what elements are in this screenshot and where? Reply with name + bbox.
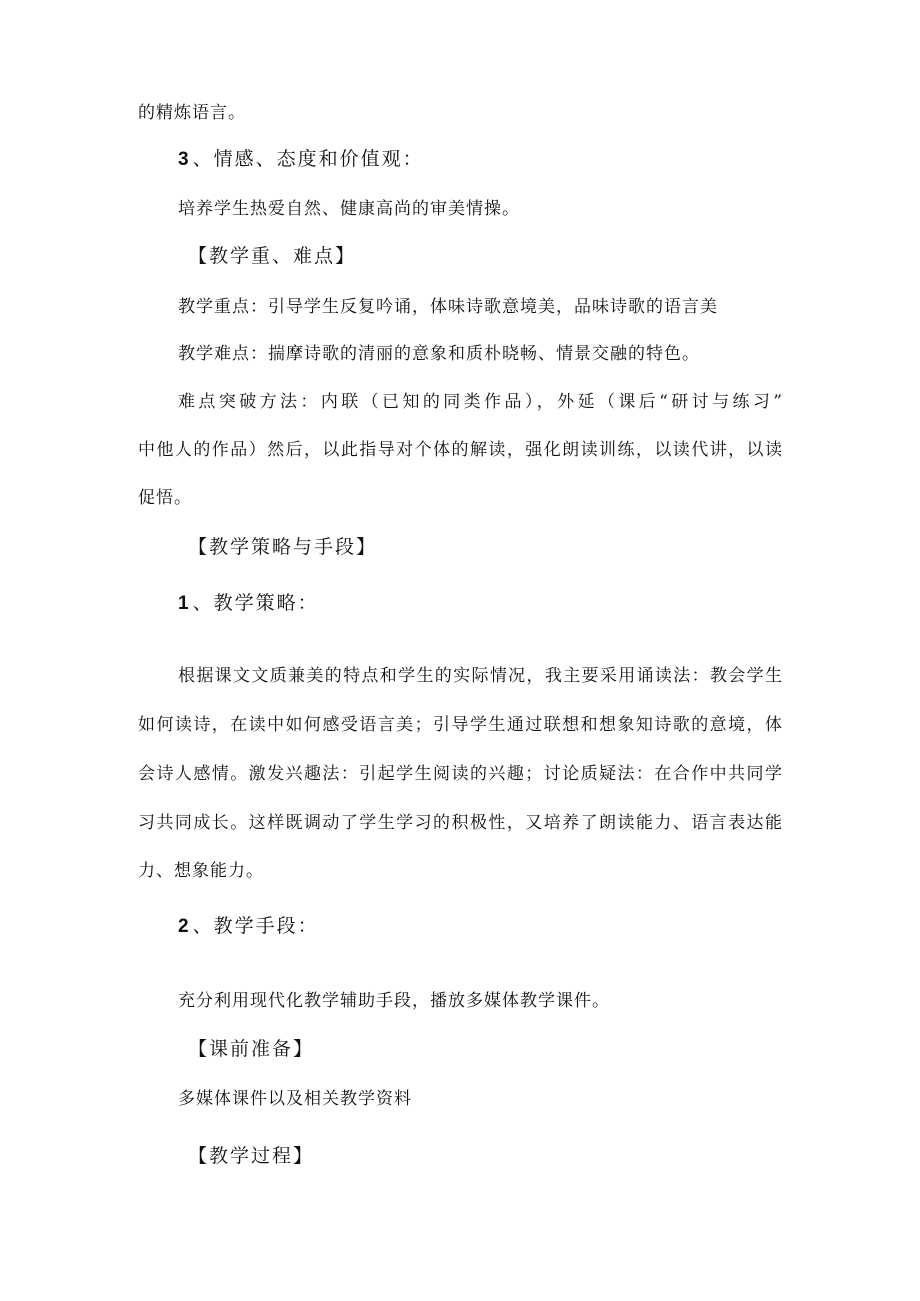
carry-over-line: 的精炼语言。 — [138, 103, 246, 123]
strategy-item-2-heading — [178, 914, 319, 939]
strategy-item-2-body: 充分利用现代化教学辅助手段，播放多媒体教学课件。 — [178, 991, 610, 1011]
strategy-item-2-number: 2 — [178, 916, 191, 937]
objective-3-body: 培养学生热爱自然、健康高尚的审美情操。 — [178, 199, 520, 219]
method-line-1: 难点突破方法：内联（已知的同类作品），外延（课后“研讨与练习” — [178, 392, 782, 412]
strategy-paragraph-line-1: 根据课文文质兼美的特点和学生的实际情况，我主要采用诵读法：教会学生 — [178, 666, 782, 686]
strategy-item-1-title: 、教学策略： — [192, 592, 319, 614]
method-line-2: 中他人的作品）然后，以此指导对个体的解读，强化朗读训练，以读代讲，以读 — [138, 440, 782, 460]
strategy-item-1-heading — [178, 591, 319, 616]
preparation-body: 多媒体课件以及相关教学资料 — [178, 1089, 412, 1109]
key-points-heading: 【教学重、难点】 — [188, 245, 357, 267]
difficulty-line: 教学难点：揣摩诗歌的清丽的意象和质朴晓畅、情景交融的特色。 — [178, 344, 700, 364]
strategy-paragraph-line-4: 习共同成长。这样既调动了学生学习的积极性，又培养了朗读能力、语言表达能 — [138, 813, 782, 833]
objective-3-title: 、情感、态度和价值观： — [192, 148, 424, 170]
preparation-heading: 【课前准备】 — [188, 1038, 315, 1060]
strategy-paragraph-line-5: 力、想象能力。 — [138, 861, 264, 881]
strategy-item-2-title: 、教学手段： — [192, 915, 319, 937]
strategy-item-1-number: 1 — [178, 593, 191, 614]
key-point-line: 教学重点：引导学生反复吟诵，体味诗歌意境美，品味诗歌的语言美 — [178, 297, 718, 317]
objective-3-number: 3 — [178, 149, 191, 170]
objective-3-heading — [178, 147, 424, 172]
strategy-paragraph-line-2: 如何读诗，在读中如何感受语言美；引导学生通过联想和想象知诗歌的意境，体 — [138, 715, 782, 735]
method-line-3: 促悟。 — [138, 488, 192, 508]
strategy-paragraph-line-3: 会诗人感情。激发兴趣法：引起学生阅读的兴趣；讨论质疑法：在合作中共同学 — [138, 764, 782, 784]
process-heading: 【教学过程】 — [188, 1145, 315, 1167]
strategy-heading: 【教学策略与手段】 — [188, 536, 378, 558]
